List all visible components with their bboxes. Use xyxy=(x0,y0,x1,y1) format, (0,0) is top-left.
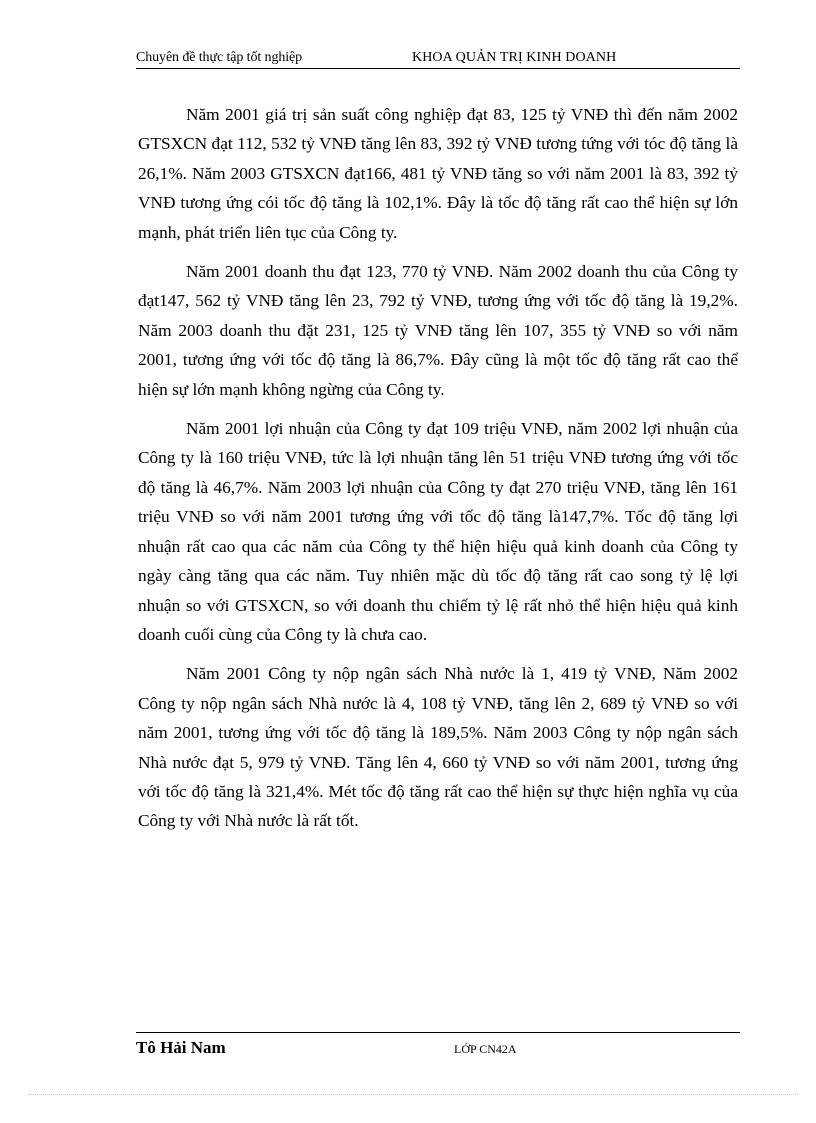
document-body xyxy=(138,100,738,846)
footer-author: Tô Hải Nam xyxy=(136,1038,226,1057)
paragraph-revenue: Năm 2001 doanh thu đạt 123, 770 tỷ VNĐ. Năm 2002 doanh thu của Công ty đạt147, 562 tỷ VNĐ tăng lên 23, 792 tỷ VNĐ, tương ứng với tốc độ tăng là 19,2%. Năm 2003 doanh thu đặt 231, 125 tỷ VNĐ tăng lên 107, 355 tỷ VNĐ so với năm 2001, tương ứng với tốc độ tăng là 86,7%. Đây cũng là một tốc độ tăng rất cao thể hiện sự lớn mạnh không ngừng của Công ty. xyxy=(138,262,738,399)
paragraph-profit: Năm 2001 lợi nhuận của Công ty đạt 109 triệu VNĐ, năm 2002 lợi nhuận của Công ty là 160 triệu VNĐ, tức là lợi nhuận tăng lên 51 triệu VNĐ tương ứng với tốc độ tăng là 46,7%. Năm 2003 lợi nhuận của Công ty đạt 270 triệu VNĐ, tăng lên 161 triệu VNĐ so với năm 2001 tương ứng với tốc độ tăng là147,7%. Tốc độ tăng lợi nhuận rất cao qua các năm của Công ty thể hiện hiệu quả kinh doanh của Công ty ngày càng tăng qua các năm. Tuy nhiên mặc dù tốc độ tăng rất cao song tỷ lệ lợi nhuận so với GTSXCN, so với doanh thu chiếm tỷ lệ rất nhỏ thể hiện hiệu quả kinh doanh cuối cùng của Công ty là chưa cao. xyxy=(138,419,738,644)
page-boundary xyxy=(28,1094,798,1095)
header-divider xyxy=(136,68,740,69)
paragraph-state-budget: Năm 2001 Công ty nộp ngân sách Nhà nước là 1, 419 tỷ VNĐ, Năm 2002 Công ty nộp ngân sách Nhà nước là 4, 108 tỷ VNĐ, tăng lên 2, 689 tỷ VNĐ so với năm 2001, tương ứng với tốc độ tăng là 189,5%. Năm 2003 Công ty nộp ngân sách Nhà nước đạt 5, 979 tỷ VNĐ. Tăng lên 4, 660 tỷ VNĐ so với năm 2001, tương ứng với tốc độ tăng là 321,4%. Mét tốc độ tăng rất cao thể hiện sự thực hiện nghĩa vụ của Công ty với Nhà nước là rất tốt. xyxy=(138,664,738,831)
footer-class: LỚP CN42A xyxy=(454,1042,517,1056)
header-faculty: KHOA QUẢN TRỊ KINH DOANH xyxy=(412,50,617,65)
page-header xyxy=(136,50,740,70)
header-document-type: Chuyên đề thực tập tốt nghiệp xyxy=(136,50,303,65)
footer-divider xyxy=(136,1032,740,1033)
paragraph-production-value: Năm 2001 giá trị sản suất công nghiệp đạt 83, 125 tỷ VNĐ thì đến năm 2002 GTSXCN đạt 112, 532 tỷ VNĐ tăng lên 83, 392 tỷ VNĐ tương tứng với tóc độ tăng là 26,1%. Năm 2003 GTSXCN đạt166, 481 tỷ VNĐ tăng so với năm 2001 là 83, 392 tỷ VNĐ tương ứng cói tốc độ tăng là 102,1%. Đây là tốc độ tăng rất cao thể hiện sự lớn mạnh, phát triển liên tục của Công ty. xyxy=(138,105,738,242)
